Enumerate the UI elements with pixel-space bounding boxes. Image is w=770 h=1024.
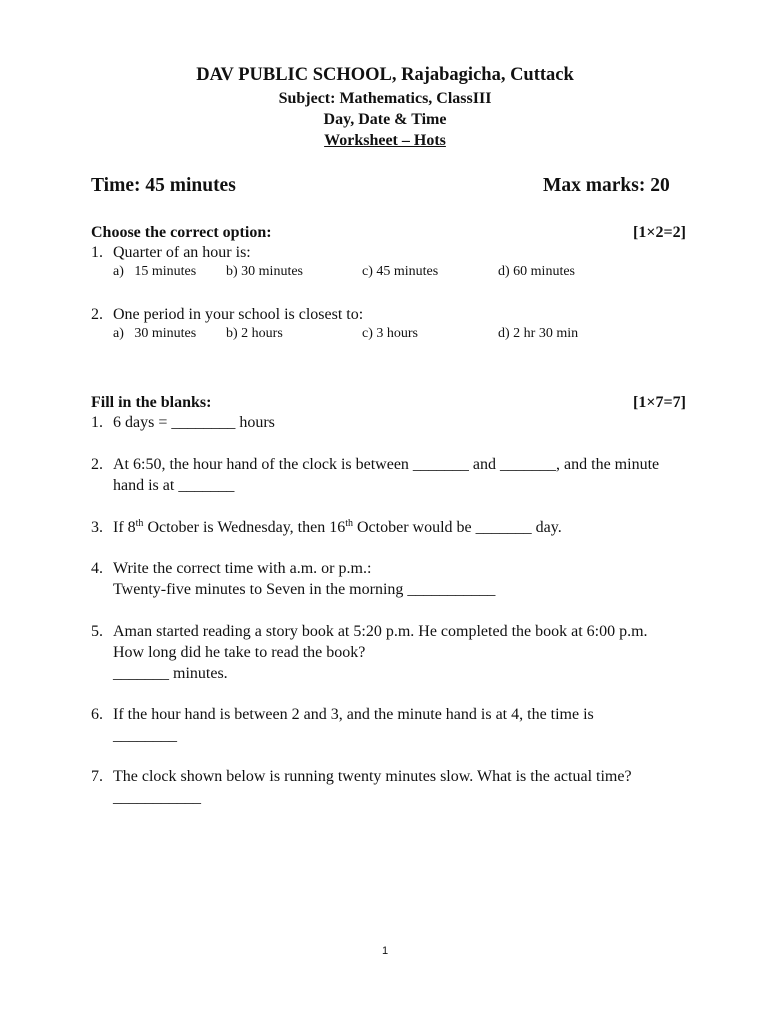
option-b: b) 2 hours <box>226 326 283 341</box>
max-marks: Max marks: 20 <box>543 175 670 196</box>
section-b-marks: [1×7=7] <box>633 394 686 411</box>
option-a: a) 15 minutes <box>113 264 197 279</box>
question-number: 5. <box>91 623 103 640</box>
question-text-line-1: The clock shown below is running twenty minutes slow. What is the actual time? <box>113 768 632 785</box>
section-b-title: Fill in the blanks: <box>91 394 212 411</box>
option-c: c) 3 hours <box>362 326 419 341</box>
subject-line: Subject: Mathematics, ClassIII <box>278 90 492 107</box>
question-number: 7. <box>91 768 103 785</box>
question-text: Quarter of an hour is: <box>113 244 251 261</box>
question-text: 6 days = ________ hours <box>113 414 275 431</box>
question-text-line-2: ___________ <box>113 789 201 806</box>
question-text-line-2: ________ <box>113 727 177 744</box>
option-d: d) 60 minutes <box>498 264 576 279</box>
question-number: 3. <box>91 519 103 536</box>
question-number: 4. <box>91 560 103 577</box>
question-text-line-3: _______ minutes. <box>113 665 228 682</box>
option-d: d) 2 hr 30 min <box>498 326 579 341</box>
day-date-time-line: Day, Date & Time <box>323 111 447 128</box>
question-text: One period in your school is closest to: <box>113 306 364 323</box>
question-number: 1. <box>91 244 103 261</box>
section-a-marks: [1×2=2] <box>633 224 686 241</box>
time-allowed: Time: 45 minutes <box>91 175 236 196</box>
question-text-line-1: Aman started reading a story book at 5:20 p.m. He completed the book at 6:00 p.m. <box>113 623 648 640</box>
school-name: DAV PUBLIC SCHOOL, Rajabagicha, Cuttack <box>196 65 574 85</box>
question-text-line-1: At 6:50, the hour hand of the clock is between _______ and _______, and the minute <box>113 456 660 473</box>
page-number: 1 <box>381 945 389 957</box>
question-number: 1. <box>91 414 103 431</box>
question-number: 2. <box>91 456 103 473</box>
option-a: a) 30 minutes <box>113 326 197 341</box>
option-b: b) 30 minutes <box>226 264 304 279</box>
question-text-line-2: Twenty-five minutes to Seven in the morning ___________ <box>113 581 496 598</box>
worksheet-title: Worksheet – Hots <box>324 132 446 149</box>
question-text-line-2: How long did he take to read the book? <box>113 644 366 661</box>
question-number: 2. <box>91 306 103 323</box>
question-text: If 8th October is Wednesday, then 16th October would be _______ day. <box>113 518 562 536</box>
option-c: c) 45 minutes <box>362 264 439 279</box>
section-a-title: Choose the correct option: <box>91 224 272 241</box>
question-text-line-2: hand is at _______ <box>113 477 235 494</box>
question-text-line-1: If the hour hand is between 2 and 3, and the minute hand is at 4, the time is <box>113 706 594 723</box>
question-text-line-1: Write the correct time with a.m. or p.m.: <box>113 560 372 577</box>
question-number: 6. <box>91 706 103 723</box>
